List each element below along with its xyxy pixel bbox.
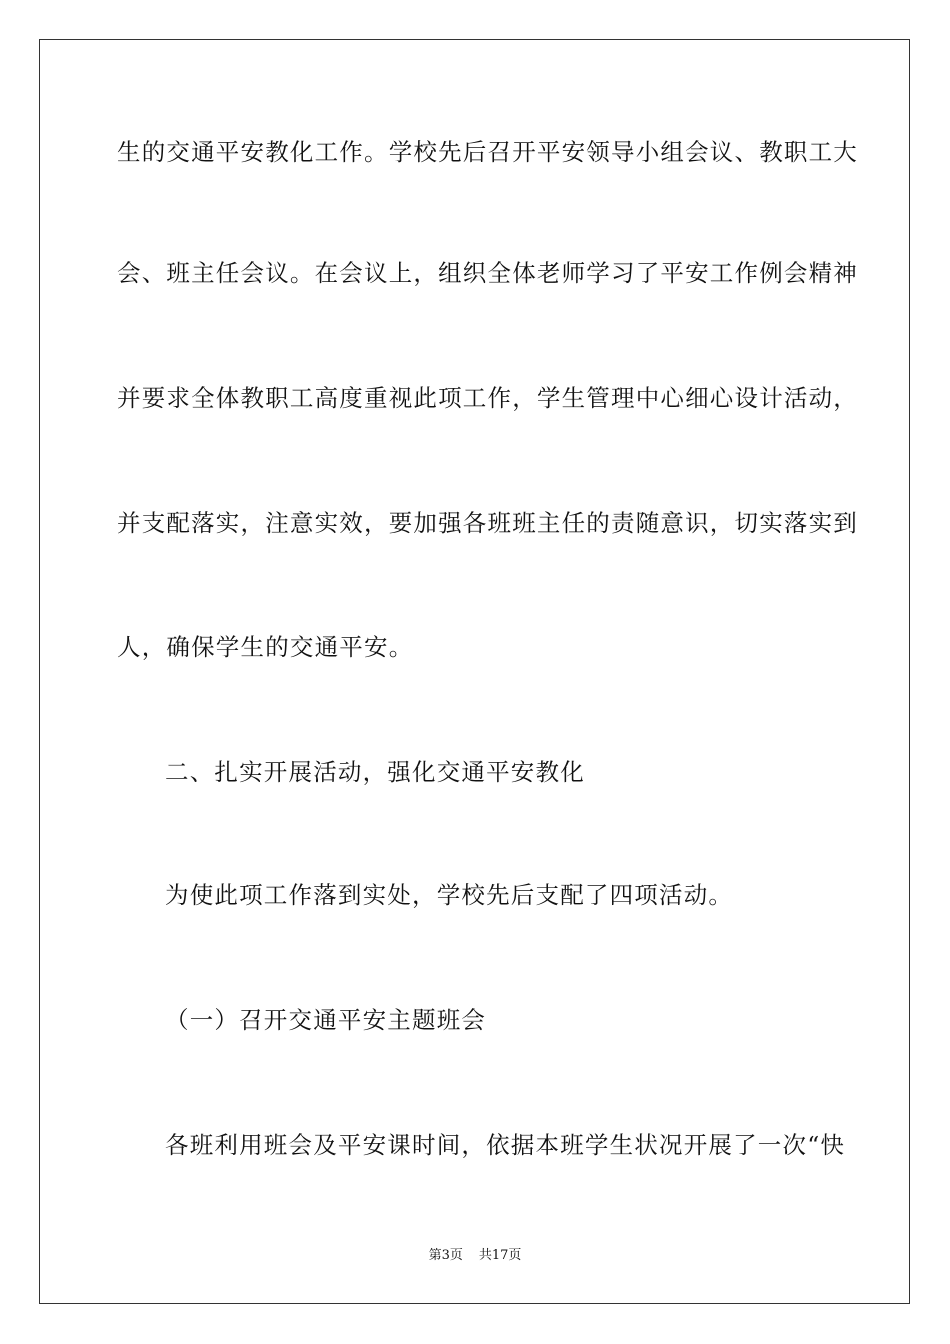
body-text-line: 人，确保学生的交通平安。 [117,633,414,661]
page-total: 共17页 [478,1248,522,1263]
body-text-line: 生的交通平安教化工作。学校先后召开平安领导小组会议、教职工大 [117,138,858,166]
page-footer [0,1247,950,1265]
page-frame [39,39,910,1304]
page-number: 第3页 [428,1248,463,1263]
body-text-line: 各班利用班会及平安课时间，依据本班学生状况开展了一次“快 [165,1131,846,1159]
body-text-line: 为使此项工作落到实处，学校先后支配了四项活动。 [165,881,734,909]
body-text-line: 并要求全体教职工高度重视此项工作，学生管理中心细心设计活动， [117,384,858,412]
body-text-line: 并支配落实，注意实效，要加强各班班主任的责随意识，切实落实到 [117,509,858,537]
subsection-heading: （一）召开交通平安主题班会 [165,1006,487,1034]
section-heading: 二、扎实开展活动，强化交通平安教化 [165,758,585,786]
body-text-line: 会、班主任会议。在会议上，组织全体老师学习了平安工作例会精神 [117,259,858,287]
